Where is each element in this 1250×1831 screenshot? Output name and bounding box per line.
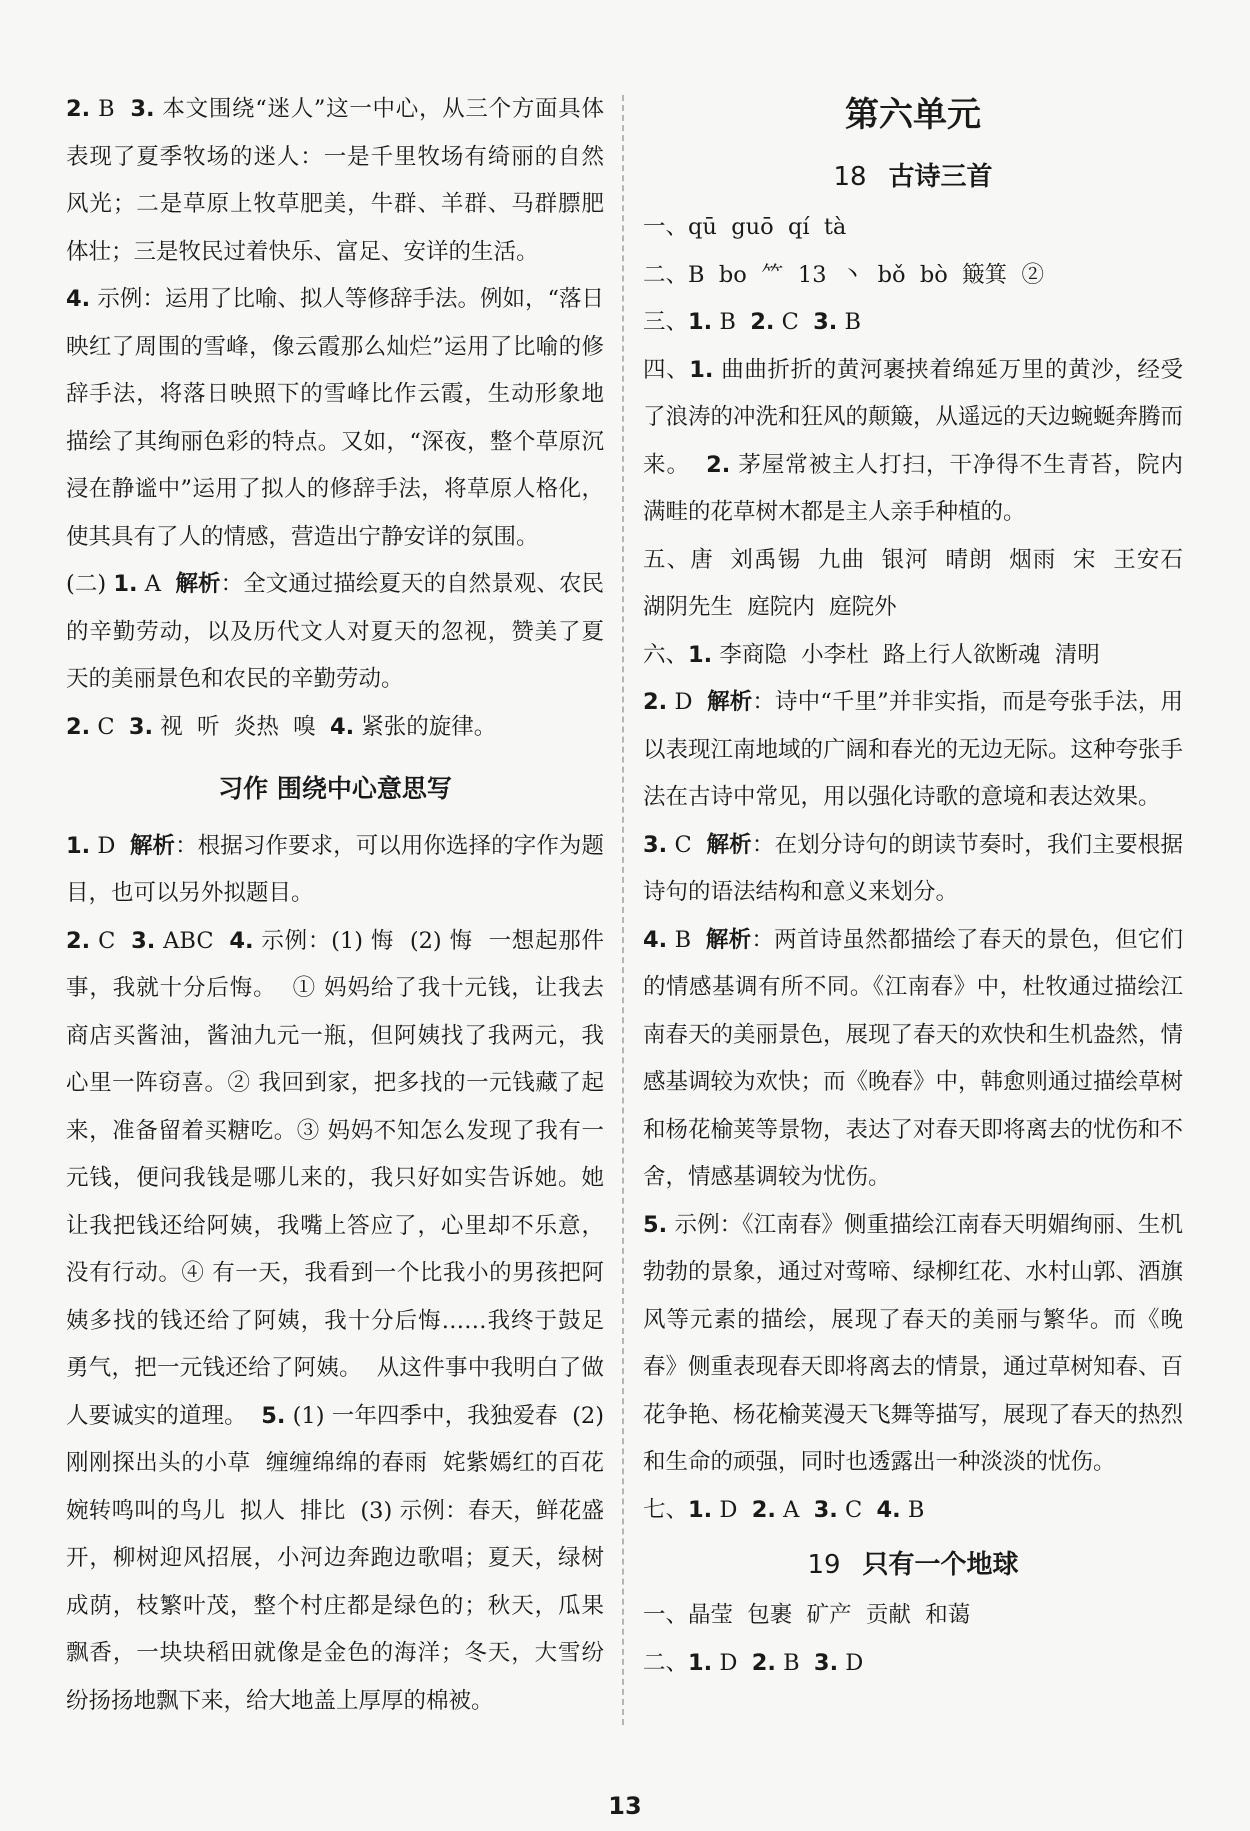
answer-line: [66, 823, 604, 918]
bold-marker: 解析: [175, 571, 221, 597]
answer-text: 二、: [643, 1649, 689, 1676]
page-number: 13: [608, 1792, 642, 1820]
answer-text: ：在划分诗句的朗读节奏时，我们主要根据诗句的语法结构和意义来划分。: [643, 831, 1183, 905]
answer-text: C: [667, 831, 707, 858]
bold-marker: 5.: [261, 1402, 286, 1429]
lesson-18-title: [643, 150, 1183, 204]
answer-text: D: [712, 1496, 752, 1523]
answer-text: ：根据习作要求，可以用你选择的字作为题目，也可以另外拟题目。: [66, 832, 604, 906]
section-title-writing: 习作 围绕中心意思写: [218, 774, 452, 803]
answer-line: [643, 537, 1198, 632]
answer-text: ：全文通过描绘夏天的自然景观、农民的辛勤劳动，以及历代文人对夏天的忽视，赞美了夏天的美丽景色和农民的辛勤劳动。: [66, 571, 604, 692]
bold-marker: 3.: [130, 96, 155, 122]
answer-text: 五、唐 刘禹锡 九曲 银河 晴朗 烟雨 宋 王安石 湖阴先生 庭院内 庭院外: [643, 546, 1198, 620]
bold-marker: 2.: [750, 309, 775, 335]
bold-marker: 4.: [229, 927, 254, 954]
bold-marker: 4.: [876, 1496, 901, 1523]
answer-text: B: [900, 1496, 925, 1523]
answer-line: [66, 704, 604, 752]
bold-marker: 1.: [688, 1496, 713, 1523]
answer-line: [643, 347, 1183, 537]
left-column: [66, 86, 619, 1725]
bold-marker: 解析: [129, 832, 176, 859]
answer-text: 三、: [643, 309, 689, 335]
answer-text: 曲曲折折的黄河裹挟着绵延万里的黄沙，经受了浪涛的冲洗和狂风的颠簸，从遥远的天边蜿蜒奔腾而来。: [643, 356, 1184, 478]
answer-text: ：诗中“千里”并非实指，而是夸张手法，用以表现江南地域的广阔和春光的无边无际。这种夸张手法在古诗中常见，用以强化诗歌的意境和表达效果。: [643, 689, 1184, 810]
answer-text: A: [775, 1496, 814, 1523]
bold-marker: 3.: [813, 309, 838, 335]
answer-text: B: [775, 1649, 814, 1676]
answer-text: 示例：运用了比喻、拟人等修辞手法。例如，“落日映红了周围的雪峰，像云霞那么灿烂”运用了比喻的修辞手法，将落日映照下的雪峰比作云霞，生动形象地描绘了其绚丽色彩的特点。又如，“深夜，整个草原沉浸在静谧中”运用了拟人的修辞手法，将草原人格化，使其具有了人的情感，营造出宁静安详的氛围。: [66, 286, 604, 550]
answer-text: B: [667, 926, 706, 953]
answer-line: [643, 632, 1183, 680]
bold-marker: 解析: [705, 926, 752, 953]
bold-marker: 4.: [66, 286, 91, 312]
bold-marker: 2.: [751, 1496, 776, 1523]
bold-marker: 3.: [643, 831, 668, 858]
bold-marker: 1.: [689, 356, 714, 383]
answer-text: (二): [66, 571, 114, 597]
bold-marker: 3.: [128, 713, 154, 740]
bold-marker: 1.: [113, 571, 138, 597]
bold-marker: 4.: [329, 713, 355, 740]
answer-line: [643, 822, 1183, 917]
answer-text: A: [137, 571, 176, 597]
lesson-number: 19: [807, 1550, 841, 1580]
answer-text: ：两首诗虽然都描绘了春天的景色，但它们的情感基调有所不同。《江南春》中，杜牧通过描绘江南春天的美丽景色，展现了春天的欢快和生机盎然，情感基调较为欢快；而《晚春》中，韩愈则通过描绘草树和杨花榆荚等景物，表达了对春天即将离去的忧伤和不舍，情感基调较为忧伤。: [643, 926, 1184, 1190]
bold-marker: 1.: [66, 832, 91, 859]
answer-text: 紧张的旋律。: [354, 713, 497, 740]
bold-marker: 2.: [751, 1649, 776, 1676]
bold-marker: 2.: [66, 927, 91, 954]
unit-title: 第六单元: [845, 95, 981, 135]
answer-text: D: [667, 689, 708, 715]
bold-marker: 3.: [813, 1649, 839, 1676]
answer-text: 本文围绕“迷人”这一中心，从三个方面具体表现了夏季牧场的迷人：一是千里牧场有绮丽的自然风光；二是草原上牧草肥美，牛群、羊群、马群膘肥体壮；三是牧民过着快乐、富足、安详的生活。: [66, 96, 604, 265]
answer-line: [643, 1202, 1183, 1487]
answer-group-1: [66, 86, 604, 751]
bold-marker: 2.: [706, 451, 731, 478]
answer-line: [643, 1487, 1183, 1535]
answer-text: ABC: [155, 927, 230, 954]
lesson-name: 只有一个地球: [862, 1550, 1019, 1580]
answer-text: C: [837, 1496, 877, 1523]
bold-marker: 2.: [66, 713, 91, 740]
answer-group-lesson-18: [643, 204, 1198, 1534]
answer-line: [643, 1640, 1183, 1688]
answer-text: D: [712, 1649, 752, 1676]
answer-line: [643, 1592, 1183, 1640]
answer-line: [643, 679, 1183, 822]
lesson-name: 古诗三首: [888, 162, 993, 192]
answer-text: 七、: [643, 1496, 689, 1523]
answer-line: [66, 918, 619, 1726]
answer-line: [643, 204, 1183, 252]
answer-text: C: [774, 309, 814, 335]
bold-marker: 2.: [643, 689, 668, 715]
bold-marker: 2.: [66, 96, 91, 122]
right-column: [643, 80, 1198, 1687]
bold-marker: 4.: [643, 926, 668, 953]
bold-marker: 解析: [707, 689, 753, 715]
answer-line: [66, 276, 604, 561]
bold-marker: 1.: [688, 309, 713, 335]
answer-line: [643, 299, 1183, 347]
answer-text: C: [90, 713, 129, 740]
answer-line: [643, 252, 1183, 300]
column-divider: [622, 95, 624, 1725]
lesson-19-title: [643, 1538, 1183, 1592]
bold-marker: 解析: [706, 831, 752, 858]
answer-text: C: [90, 927, 132, 954]
lesson-number: 18: [833, 162, 867, 192]
answer-text: 一、晶莹 包裹 矿产 贡献 和蔼: [643, 1602, 971, 1628]
bold-marker: 1.: [688, 1649, 713, 1676]
bold-marker: 5.: [643, 1211, 668, 1238]
answer-text: 示例：(1) 悔 (2) 悔 一想起那件事，我就十分后悔。 ① 妈妈给了我十元钱，让我去商店买酱油，酱油九元一瓶，但阿姨找了我两元，我心里一阵窃喜。② 我回到家，把多找的一元钱藏了起来，准备留着买糖吃。③ 妈妈不知怎么发现了我有一元钱，便问我钱是哪儿来的，我只好如实告诉她。她让我把钱还给阿姨，我嘴上答应了，心里却不乐意，没有行动。④ 有一天，我看到一个比我小的男孩把阿姨多找的钱还给了阿姨，我十分后悔……我终于鼓足勇气，把一元钱还给了阿姨。 从这件事中我明白了做人要诚实的道理。: [66, 927, 604, 1429]
answer-text: 视 听 炎热 嗅: [153, 713, 330, 740]
answer-text: 二、B bo ⺮ 13 丶 bǒ bò 簸箕 ②: [643, 261, 1044, 288]
answer-group-lesson-19: [643, 1592, 1183, 1687]
answer-text: 六、: [643, 641, 689, 668]
answer-group-2: [66, 823, 619, 1726]
answer-text: D: [90, 832, 130, 859]
answer-text: 李商隐 小李杜 路上行人欲断魂 清明: [712, 641, 1100, 668]
bold-marker: 1.: [688, 641, 713, 668]
bold-marker: 3.: [813, 1496, 838, 1523]
answer-line: [66, 86, 604, 276]
answer-line: [643, 917, 1183, 1202]
answer-text: 示例：《江南春》侧重描绘江南春天明媚绚丽、生机勃勃的景象，通过对莺啼、绿柳红花、水村山郭、酒旗风等元素的描绘，展现了春天的美丽与繁华。而《晚春》侧重表现春天即将离去的情景，通过草树知春、百花争艳、杨花榆荚漫天飞舞等描写，展现了春天的热烈和生命的顽强，同时也透露出一种淡淡的忧伤。: [643, 1211, 1184, 1475]
answer-text: B: [90, 96, 131, 122]
answer-text: 茅屋常被主人打扫，干净得不生青苔，院内满畦的花草树木都是主人亲手种植的。: [643, 451, 1183, 525]
answer-text: B: [837, 309, 861, 335]
answer-text: 一、qū guō qí tà: [643, 214, 847, 240]
answer-text: B: [712, 309, 751, 335]
answer-text: D: [838, 1649, 864, 1676]
bold-marker: 3.: [131, 927, 156, 954]
answer-line: [66, 561, 604, 704]
answer-text: (1) 一年四季中，我独爱春 (2) 刚刚探出头的小草 缠缠绵绵的春雨 姹紫嫣红的百花 婉转鸣叫的鸟儿 拟人 排比 (3) 示例：春天，鲜花盛开，柳树迎风招展，小河边奔跑边歌唱；夏天，绿树成荫，枝繁叶茂，整个村庄都是绿色的；秋天，瓜果飘香，一块块稻田就像是金色的海洋；冬天，大雪纷纷扬扬地飘下来，给大地盖上厚厚的棉被。: [66, 1402, 619, 1714]
answer-text: 四、: [643, 356, 690, 383]
